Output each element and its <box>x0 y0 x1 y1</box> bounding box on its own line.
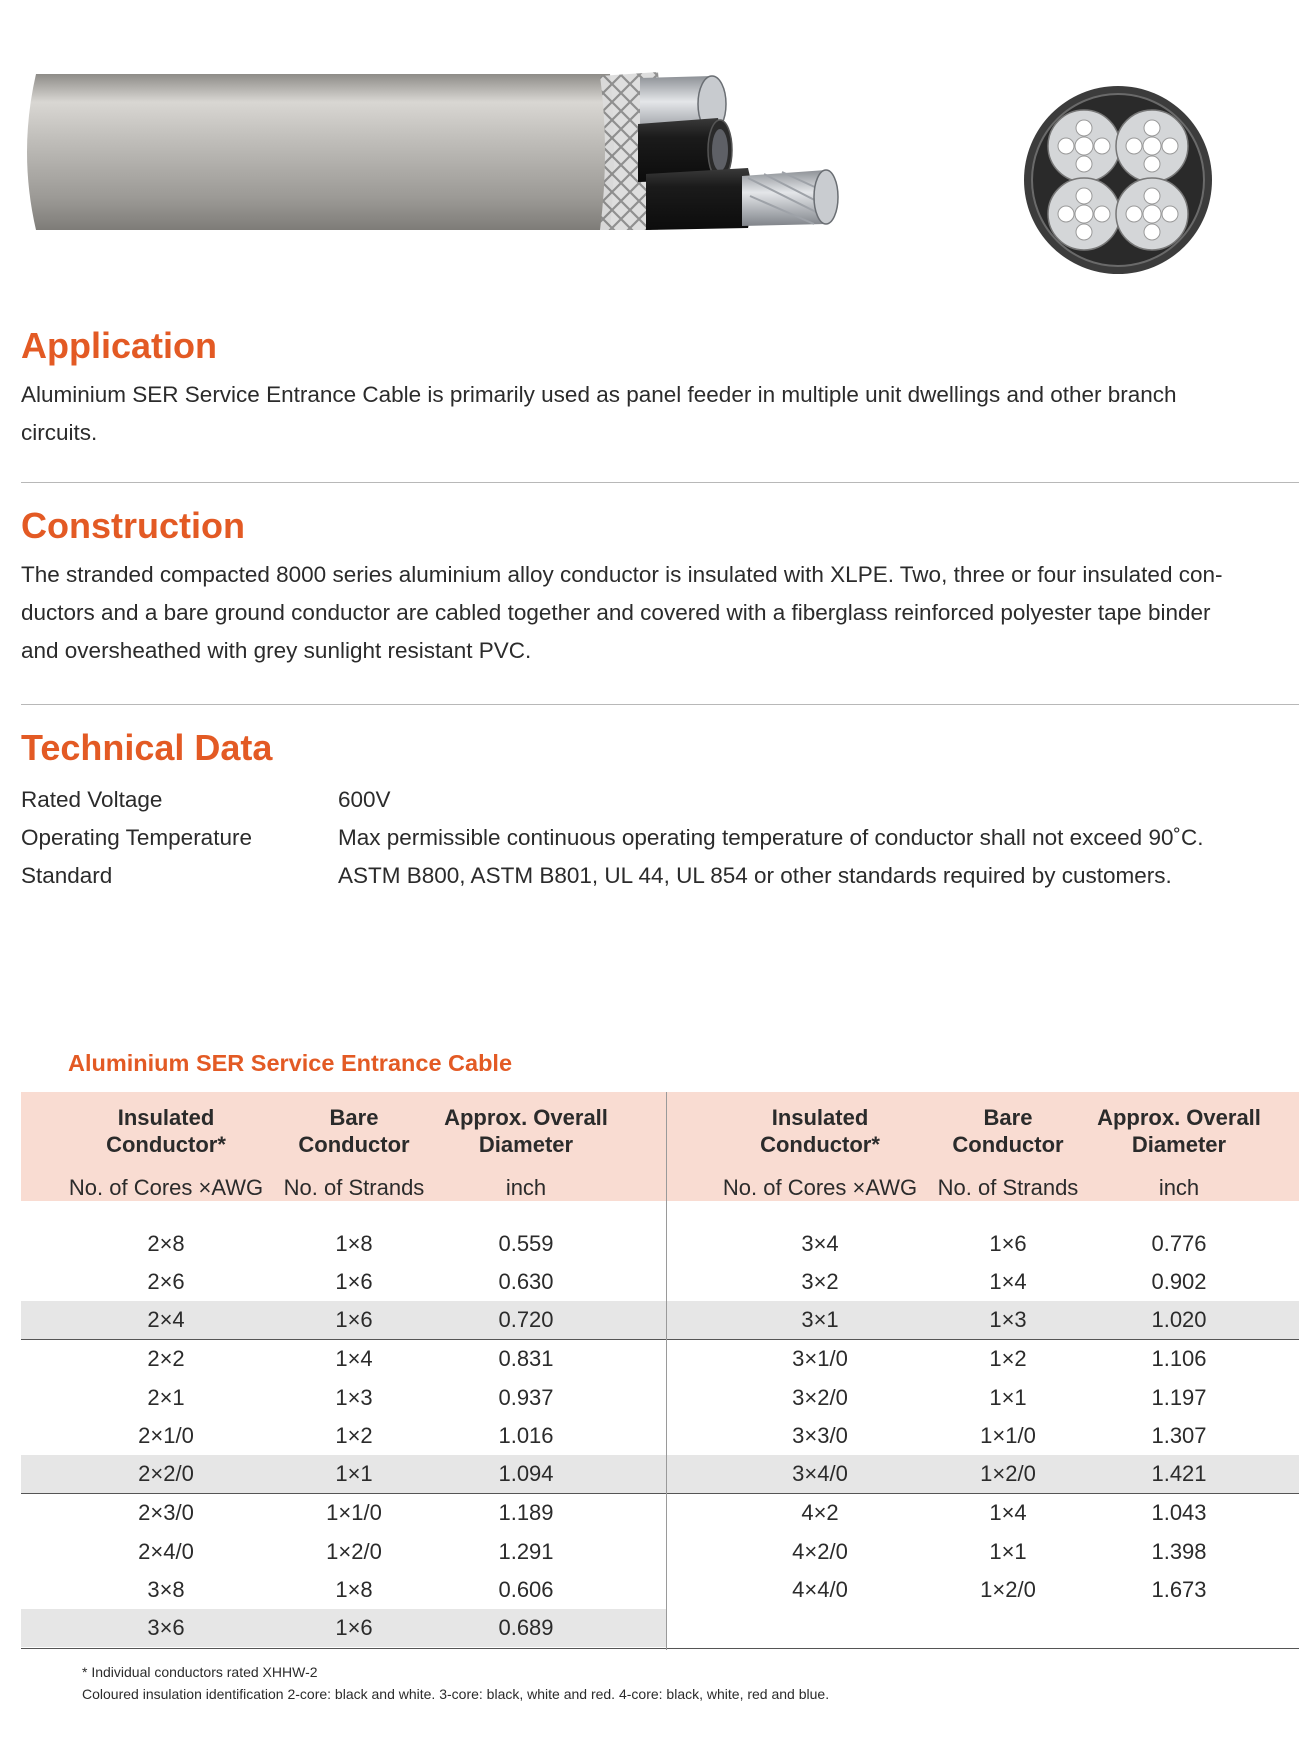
header-label: Conductor* <box>106 1132 226 1157</box>
spec-label: Standard <box>21 863 113 888</box>
spec-label: Rated Voltage <box>21 787 163 812</box>
cell-strands: 1×2/0 <box>980 1577 1036 1602</box>
cell-cores-awg: 3×1 <box>801 1307 839 1332</box>
construction-heading: Construction <box>21 505 245 546</box>
header-label: Conductor* <box>760 1132 880 1157</box>
cell-cores-awg: 4×2 <box>801 1500 839 1525</box>
spec-value: Max permissible continuous operating temperature of conductor shall not exceed 90˚C. <box>338 825 1204 850</box>
application-heading: Application <box>21 325 217 366</box>
header-label: Bare <box>329 1105 379 1130</box>
table-row <box>21 1494 1299 1532</box>
table-row <box>21 1225 1299 1263</box>
header-unit: No. of Cores ×AWG <box>722 1175 918 1200</box>
table-row <box>21 1263 1299 1301</box>
table-row <box>21 1417 1299 1455</box>
header-label: Diameter <box>1131 1132 1227 1157</box>
cell-strands: 1×2/0 <box>980 1461 1036 1486</box>
table-row <box>21 1609 1299 1647</box>
cell-cores-awg: 2×3/0 <box>138 1500 194 1525</box>
header-label: Conductor <box>952 1132 1064 1157</box>
header-label: Conductor <box>298 1132 410 1157</box>
cell-cores-awg: 2×2 <box>147 1346 185 1371</box>
section-divider <box>21 704 1299 705</box>
cell-diameter: 1.106 <box>1151 1346 1207 1371</box>
cell-strands: 1×2 <box>989 1346 1027 1371</box>
cell-strands: 1×6 <box>335 1307 373 1332</box>
cell-strands: 1×4 <box>335 1346 373 1371</box>
construction-text-line: ductors and a bare ground conductor are cabled together and covered with a fiberglass reinforced polyester tape binder <box>21 600 1211 625</box>
cell-cores-awg: 4×2/0 <box>792 1539 848 1564</box>
cell-diameter: 0.776 <box>1151 1231 1207 1256</box>
cell-cores-awg: 4×4/0 <box>792 1577 848 1602</box>
header-label: Insulated <box>771 1105 869 1130</box>
cell-strands: 1×4 <box>989 1269 1027 1294</box>
cell-diameter: 0.937 <box>498 1385 554 1410</box>
cable-cross-section-image <box>1022 84 1214 276</box>
cell-cores-awg: 3×4/0 <box>792 1461 848 1486</box>
spec-row-operating-temperature <box>21 819 1299 857</box>
cell-cores-awg: 3×1/0 <box>792 1346 848 1371</box>
cell-strands: 1×1 <box>989 1385 1027 1410</box>
cell-strands: 1×1 <box>989 1539 1027 1564</box>
table-title: Aluminium SER Service Entrance Cable <box>68 1050 513 1076</box>
table-row <box>21 1301 1299 1339</box>
cell-cores-awg: 3×4 <box>801 1231 839 1256</box>
cell-diameter: 0.630 <box>498 1269 554 1294</box>
table-row <box>21 1455 1299 1493</box>
cell-cores-awg: 3×8 <box>147 1577 185 1602</box>
cell-strands: 1×2 <box>335 1423 373 1448</box>
spec-value: 600V <box>338 787 391 812</box>
table-row <box>21 1379 1299 1417</box>
section-divider <box>21 482 1299 483</box>
cell-strands: 1×6 <box>989 1231 1027 1256</box>
cell-diameter: 0.902 <box>1151 1269 1207 1294</box>
header-label: Bare <box>983 1105 1033 1130</box>
cell-diameter: 1.020 <box>1151 1307 1207 1332</box>
cell-diameter: 0.689 <box>498 1615 554 1640</box>
header-label: Diameter <box>478 1132 574 1157</box>
cell-strands: 1×4 <box>989 1500 1027 1525</box>
cell-strands: 1×1 <box>335 1461 373 1486</box>
construction-text <box>21 556 1299 670</box>
table-row <box>21 1571 1299 1609</box>
cell-diameter: 1.291 <box>498 1539 554 1564</box>
cell-strands: 1×8 <box>335 1577 373 1602</box>
application-text-line: Aluminium SER Service Entrance Cable is primarily used as panel feeder in multiple unit dwellings and other branch <box>21 382 1177 407</box>
construction-section <box>21 504 1299 670</box>
header-unit: inch <box>505 1175 547 1200</box>
header-unit: No. of Cores ×AWG <box>68 1175 264 1200</box>
application-section <box>21 324 1299 452</box>
cell-cores-awg: 2×1/0 <box>138 1423 194 1448</box>
cell-strands: 1×1/0 <box>326 1500 382 1525</box>
cell-diameter: 1.421 <box>1151 1461 1207 1486</box>
cell-diameter: 1.673 <box>1151 1577 1207 1602</box>
cell-cores-awg: 2×4 <box>147 1307 185 1332</box>
cell-diameter: 0.720 <box>498 1307 554 1332</box>
cell-strands: 1×3 <box>335 1385 373 1410</box>
footnote-rating: * Individual conductors rated XHHW-2 <box>82 1664 318 1680</box>
header-unit: inch <box>1158 1175 1200 1200</box>
cell-diameter: 0.559 <box>498 1231 554 1256</box>
header-overall-diameter <box>1064 1104 1294 1204</box>
technical-data-section <box>21 726 1299 770</box>
cell-cores-awg: 3×2 <box>801 1269 839 1294</box>
header-overall-diameter <box>411 1104 641 1204</box>
table-bottom-rule <box>21 1648 1299 1649</box>
cell-strands: 1×6 <box>335 1269 373 1294</box>
spec-row-standard <box>21 857 1299 895</box>
construction-text-line: and oversheathed with grey sunlight resistant PVC. <box>21 638 532 663</box>
cell-cores-awg: 2×4/0 <box>138 1539 194 1564</box>
cell-diameter: 1.016 <box>498 1423 554 1448</box>
cell-strands: 1×1/0 <box>980 1423 1036 1448</box>
footnote-colour-identification: Coloured insulation identification 2-core: black and white. 3-core: black, white and red. 4-core: black, white, red and blue. <box>82 1686 830 1702</box>
table-row <box>21 1533 1299 1571</box>
header-label: Approx. Overall <box>1097 1105 1261 1130</box>
cell-cores-awg: 3×3/0 <box>792 1423 848 1448</box>
cell-cores-awg: 3×6 <box>147 1615 185 1640</box>
cell-strands: 1×8 <box>335 1231 373 1256</box>
table-header <box>21 1092 1299 1201</box>
cell-cores-awg: 2×6 <box>147 1269 185 1294</box>
product-images <box>0 0 1314 300</box>
technical-data-heading: Technical Data <box>21 727 273 768</box>
header-unit: No. of Strands <box>937 1175 1079 1200</box>
cell-diameter: 1.043 <box>1151 1500 1207 1525</box>
spec-row-rated-voltage <box>21 781 1299 819</box>
header-label: Insulated <box>117 1105 215 1130</box>
cell-cores-awg: 2×1 <box>147 1385 185 1410</box>
spec-value: ASTM B800, ASTM B801, UL 44, UL 854 or other standards required by customers. <box>338 863 1172 888</box>
header-unit: No. of Strands <box>283 1175 425 1200</box>
application-text-line: circuits. <box>21 420 98 445</box>
cell-diameter: 0.831 <box>498 1346 554 1371</box>
cell-diameter: 1.307 <box>1151 1423 1207 1448</box>
cell-cores-awg: 2×2/0 <box>138 1461 194 1486</box>
construction-text-line: The stranded compacted 8000 series aluminium alloy conductor is insulated with XLPE. Two, three or four insulated con- <box>21 562 1223 587</box>
cell-diameter: 1.189 <box>498 1500 554 1525</box>
spec-table <box>21 1092 1299 1650</box>
cell-cores-awg: 2×8 <box>147 1231 185 1256</box>
cell-strands: 1×3 <box>989 1307 1027 1332</box>
cell-strands: 1×6 <box>335 1615 373 1640</box>
cell-diameter: 1.197 <box>1151 1385 1207 1410</box>
application-text <box>21 376 1299 452</box>
cell-diameter: 1.094 <box>498 1461 554 1486</box>
cell-cores-awg: 3×2/0 <box>792 1385 848 1410</box>
cell-strands: 1×2/0 <box>326 1539 382 1564</box>
cell-diameter: 1.398 <box>1151 1539 1207 1564</box>
spec-label: Operating Temperature <box>21 825 252 850</box>
table-row <box>21 1340 1299 1378</box>
cell-diameter: 0.606 <box>498 1577 554 1602</box>
cable-product-image <box>18 66 858 246</box>
header-label: Approx. Overall <box>444 1105 608 1130</box>
